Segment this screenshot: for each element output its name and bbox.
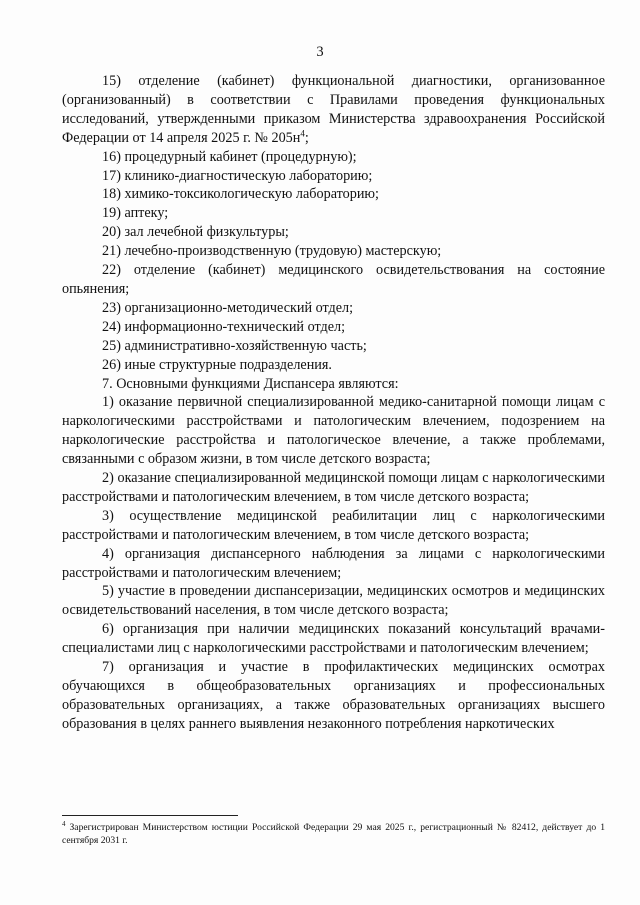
function-item-2: 2) оказание специализированной медицинской помощи лицам с наркологическими расстройствами и патологическим влечением, в том числе детского возраста; — [62, 470, 605, 505]
footnote-divider — [62, 815, 238, 816]
function-item-1: 1) оказание первичной специализированной медико-санитарной помощи лицам с наркологическими расстройствами и патологическим влечением, подозрением на наркологические расстройства и патологическое влечение, а также проблемами, связанными с образом жизни, в том числе детского возраста; — [62, 394, 605, 468]
page-number: 3 — [316, 44, 324, 60]
list-item-22: 22) отделение (кабинет) медицинского освидетельствования на состояние опьянения; — [62, 262, 605, 297]
list-item-21: 21) лечебно-производственную (трудовую) мастерскую; — [102, 243, 442, 260]
function-item-7: 7) организация и участие в профилактических медицинских осмотрах обучающихся в общеобразовательных организациях и профессиональных образовательных организациях, а также образовательных организациях высшего образования в целях раннего выявления незаконного потребления наркотических — [62, 659, 605, 732]
footnote — [62, 819, 605, 848]
document-body — [62, 72, 605, 734]
function-item-5: 5) участие в проведении диспансеризации, медицинских осмотров и медицинских освидетельствований населения, в том числе детского возраста; — [62, 583, 605, 619]
function-item-6: 6) организация при наличии медицинских показаний консультаций врачами-специалистами лиц с наркологическими расстройствами и патологическим влечением; — [62, 621, 605, 657]
footnote-reference: 4 — [300, 127, 305, 138]
function-item-4: 4) организация диспансерного наблюдения за лицами с наркологическими расстройствами и патологическим влечением; — [62, 545, 605, 581]
list-item-26: 26) иные структурные подразделения. — [102, 356, 332, 373]
list-item-19: 19) аптеку; — [102, 205, 169, 222]
list-item-24: 24) информационно-технический отдел; — [102, 318, 346, 335]
list-item-25: 25) административно-хозяйственную часть; — [102, 337, 367, 354]
list-item-17: 17) клинико-диагностическую лабораторию; — [102, 167, 373, 184]
function-item-3: 3) осуществление медицинской реабилитации лиц с наркологическими расстройствами и патологическим влечением, в том числе детского возраста; — [62, 507, 605, 543]
list-item-18: 18) химико-токсикологическую лабораторию; — [102, 186, 379, 203]
list-item-15: 15) отделение (кабинет) функциональной диагностики, организованное (организованный) в соответствии с Правилами проведения функциональных исследований, утвержденными приказом Министерства здравоохранения Российской Федерации от 14 апреля 2025 г. № 205н$^4$; — [62, 73, 605, 146]
footnote-text: Зарегистрирован Министерством юстиции Российской Федерации 29 мая 2025 г., регистрационный № 82412, действует до 1 сентября 2031 г. — [62, 822, 605, 846]
list-item-16: 16) процедурный кабинет (процедурную); — [102, 148, 357, 165]
list-item-23: 23) организационно-методический отдел; — [102, 299, 354, 316]
section-7-heading: 7. Основными функциями Диспансера являются: — [102, 375, 399, 392]
footnote-mark: 4 — [62, 819, 66, 828]
list-item-20: 20) зал лечебной физкультуры; — [102, 224, 289, 241]
